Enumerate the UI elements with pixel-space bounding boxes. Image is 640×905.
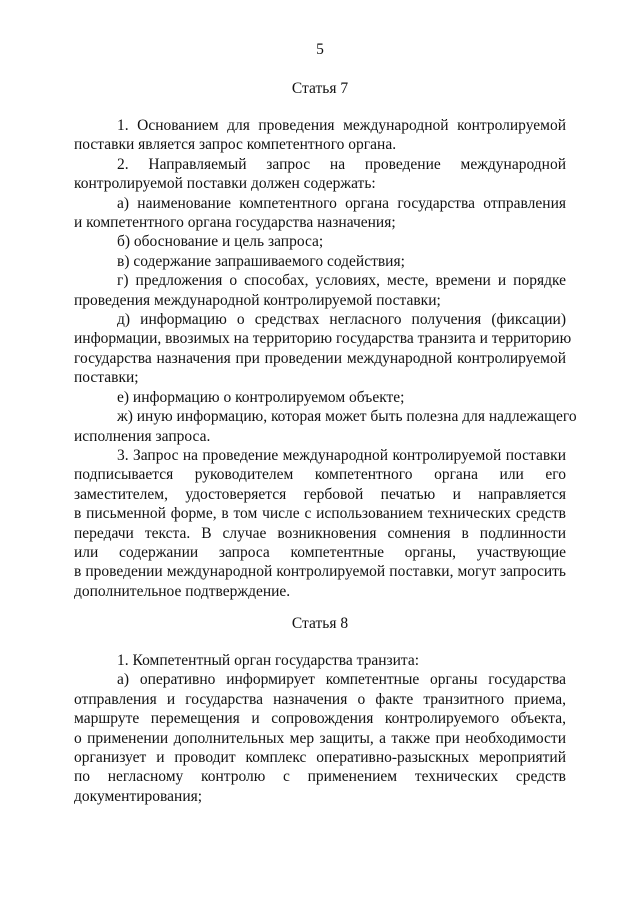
article7-paragraph [74,388,566,407]
article8-paragraph [74,651,566,670]
text-line: а) оперативно информирует компетентные органы государства [117,671,566,689]
text-line: проведения международной контролируемой поставки; [74,291,441,309]
article-8-title: Статья 8 [291,615,349,632]
text-line: дополнительное подтверждение. [74,582,291,600]
text-line: д) информацию о средствах негласного получения (фиксации) [117,311,566,329]
article7-paragraph [74,271,566,310]
text-line: или содержании запроса компетентные органы, участвующие [74,543,566,561]
text-line: и компетентного органа государства назначения; [74,214,396,232]
text-line: е) информацию о контролируемом объекте; [117,388,405,406]
text-line: информации, ввозимых на территорию государства транзита и территорию [74,330,572,348]
text-line: 1. Компетентный орган государства транзита: [117,652,420,669]
text-line: ж) иную информацию, которая может быть полезна для надлежащего [117,408,577,426]
article7-paragraph [74,232,566,251]
text-line: 2. Направляемый запрос на проведение международной [117,155,566,173]
text-line: г) предложения о способах, условиях, месте, времени и порядке [117,272,566,290]
text-line: 3. Запрос на проведение международной контролируемой поставки [117,446,566,464]
text-line: б) обоснование и цель запроса; [117,233,324,251]
text-line: о применении дополнительных мер защиты, а также при необходимости [74,729,566,747]
article-7-title: Статья 7 [291,80,349,97]
text-line: подписывается руководителем компетентного органа или его [74,466,566,484]
article7-paragraph [74,407,577,446]
text-line: контролируемой поставки должен содержать: [74,175,376,193]
text-line: исполнения запроса. [74,427,211,445]
text-line: организует и проводит комплекс оперативно-разыскных мероприятий [74,749,566,767]
text-line: в) содержание запрашиваемого содействия; [117,252,405,270]
article7-paragraph [74,446,566,601]
article7-paragraph [74,252,566,271]
text-line: по негласному контролю с применением технических средств [74,768,566,786]
text-line: документирования; [74,787,203,805]
article8-paragraph [74,670,566,806]
text-line: в проведении международной контролируемой поставки, могут запросить [74,563,566,581]
article7-paragraph [74,116,566,155]
text-line: а) наименование компетентного органа государства отправления [117,194,566,212]
article7-paragraph [74,194,566,233]
article-8-body [74,651,566,806]
page-number: 5 [316,41,324,58]
text-line: поставки; [74,369,139,387]
text-line: поставки является запрос компетентного органа. [74,136,397,154]
text-line: маршруте перемещения и сопровождения контролируемого объекта, [74,710,566,728]
article7-paragraph [74,155,566,194]
article7-paragraph [74,310,572,388]
text-line: в письменной форме, в том числе с использованием технических средств [74,505,566,523]
text-line: заместителем, удостоверяется гербовой печатью и направляется [74,485,566,503]
text-line: государства назначения при проведении международной контролируемой [74,349,566,367]
text-line: передачи текста. В случае возникновения сомнения в подлинности [74,524,566,542]
text-line: 1. Основанием для проведения международной контролируемой [117,117,566,134]
text-line: отправления и государства назначения о факте транзитного приема, [74,690,566,708]
article-7-body [74,116,577,601]
